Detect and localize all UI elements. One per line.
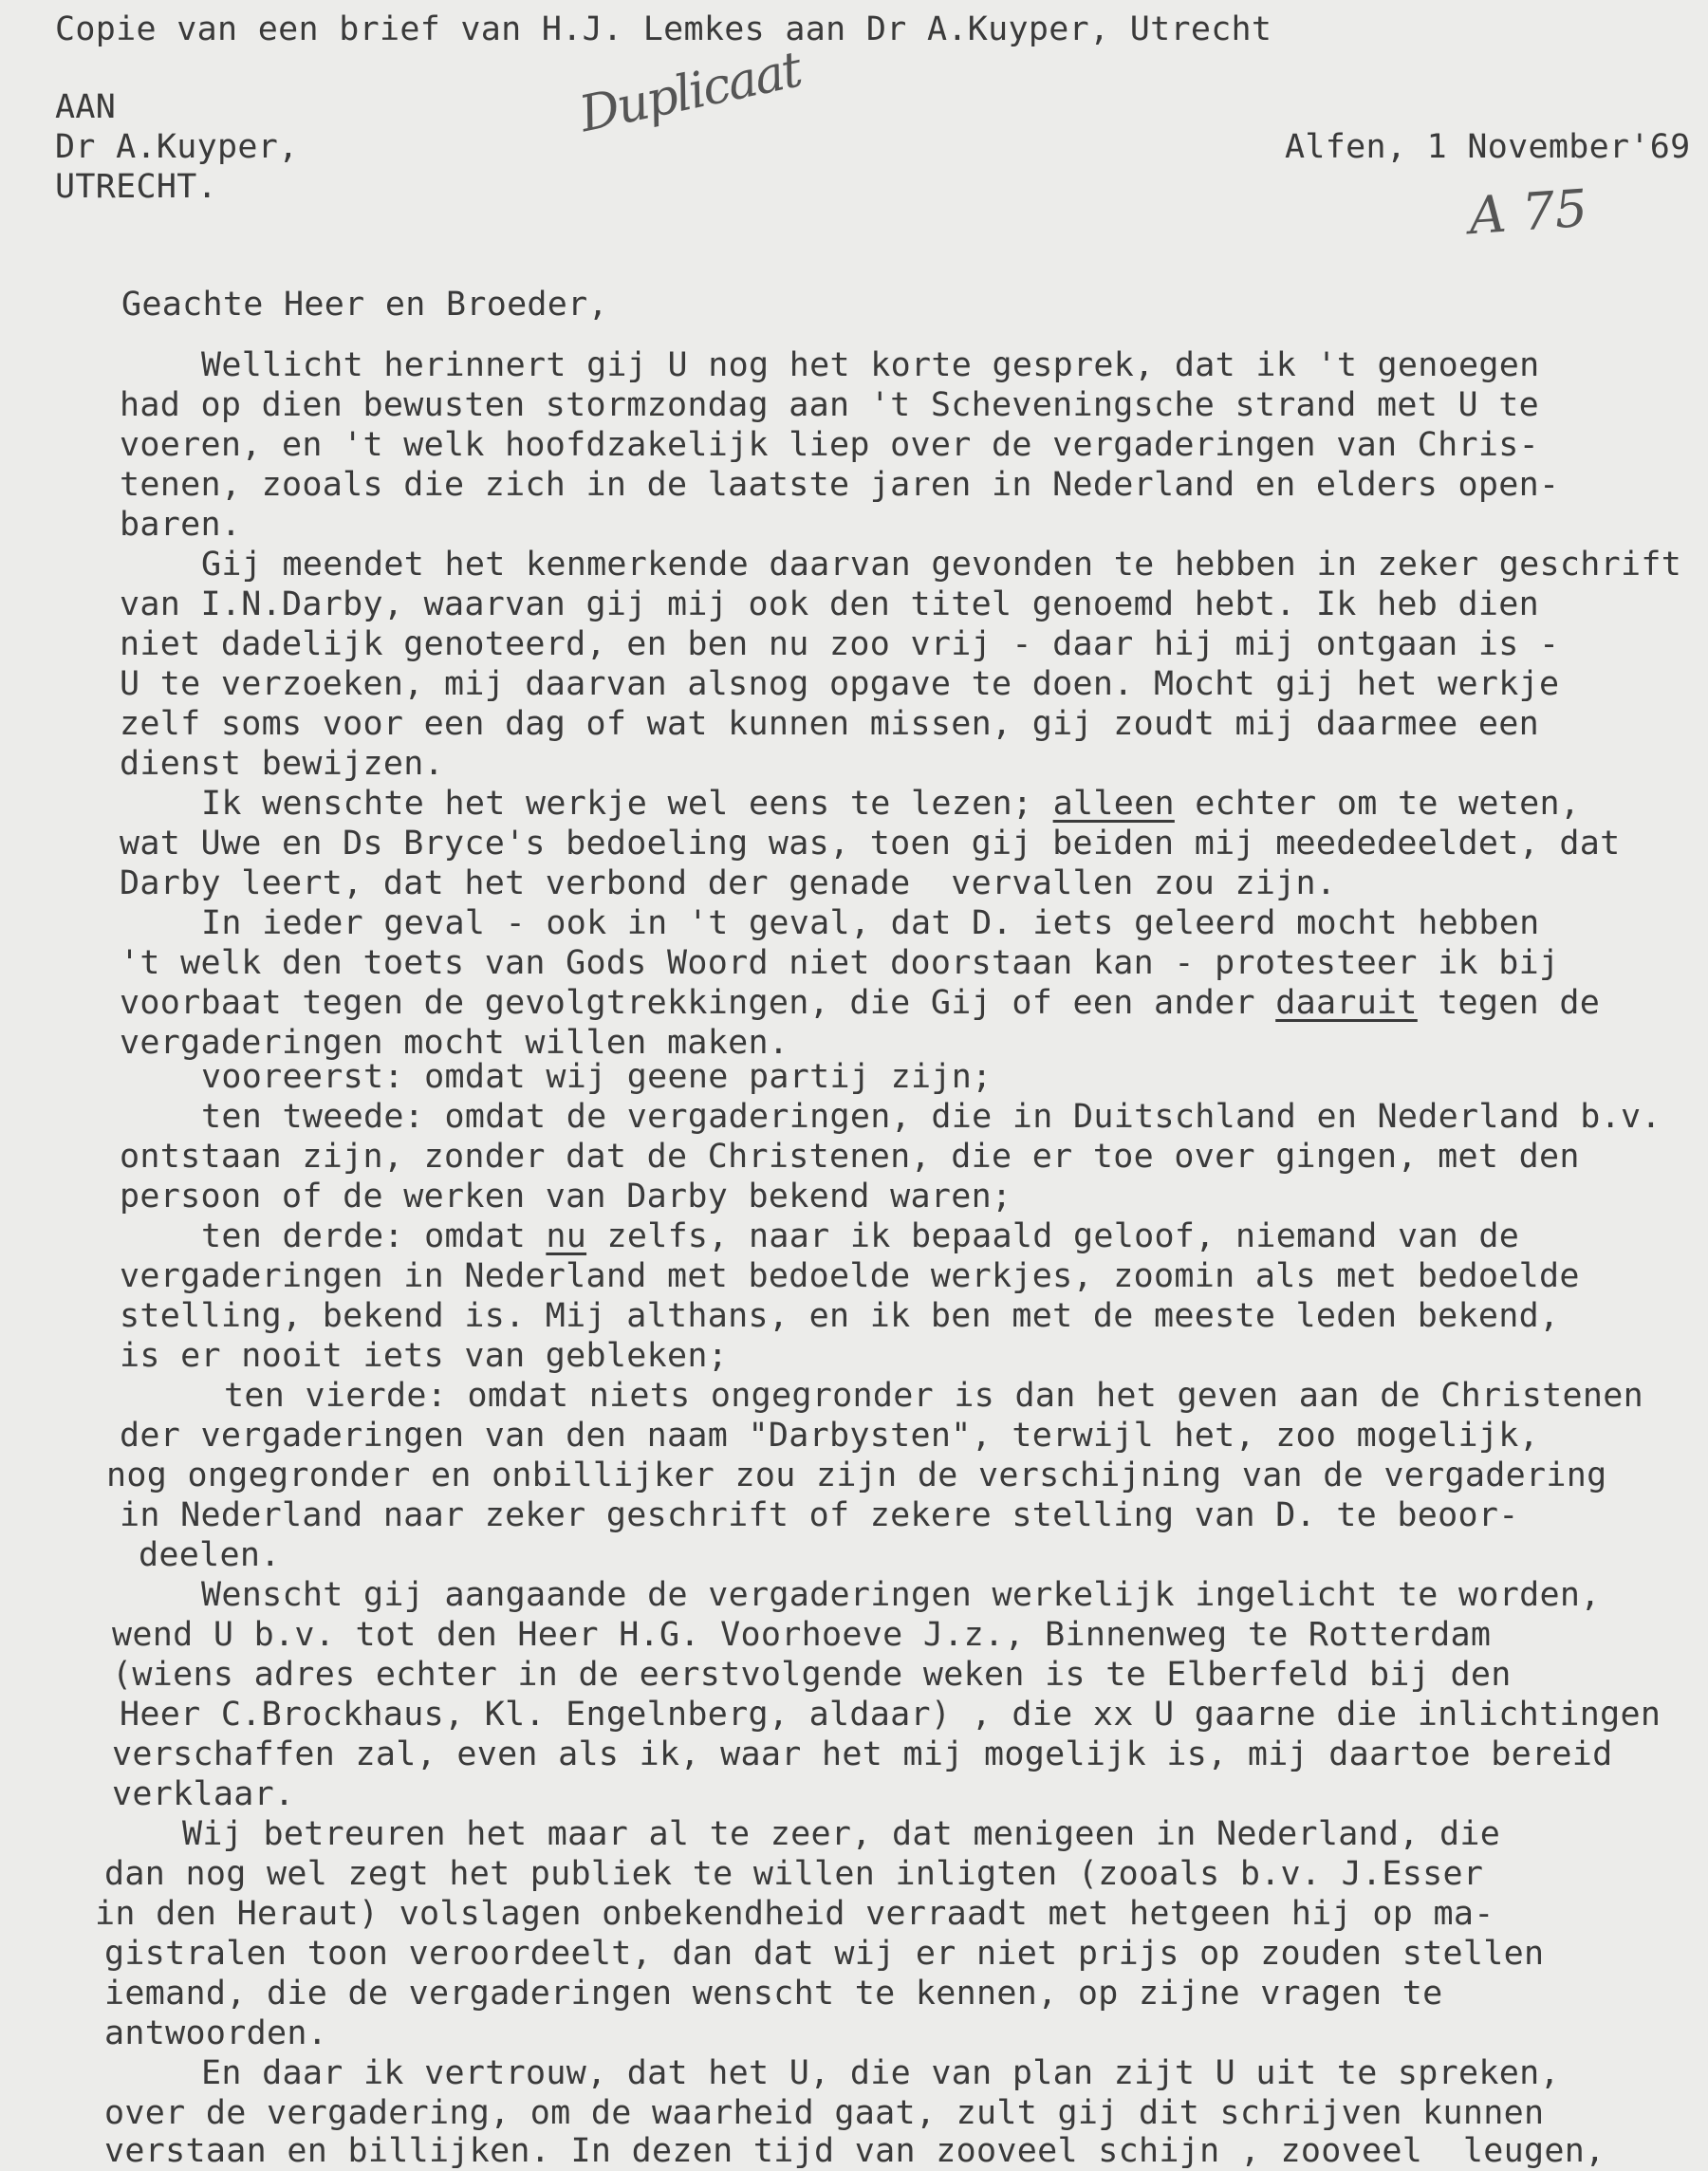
body-line: ten vierde: omdat niets ongegronder is dan het geven aan de Christenen <box>224 1377 1644 1415</box>
body-line: Ik wenschte het werkje wel eens te lezen; alleen echter om te weten, <box>201 785 1581 823</box>
body-line: over de vergadering, om de waarheid gaat, zult gij dit schrijven kunnen <box>104 2094 1545 2132</box>
body-line: tenen, zooals die zich in de laatste jaren in Nederland en elders open- <box>120 466 1560 504</box>
body-line: in Nederland naar zeker geschrift of zekere stelling van D. te beoor- <box>120 1496 1519 1534</box>
body-line: ontstaan zijn, zonder dat de Christenen, die er toe over gingen, met den <box>120 1138 1580 1176</box>
body-line: antwoorden. <box>104 2014 328 2052</box>
document-title: Copie van een brief van H.J. Lemkes aan Dr A.Kuyper, Utrecht <box>55 10 1272 48</box>
body-line: Gij meendet het kenmerkende daarvan gevonden te hebben in zeker geschrift <box>201 546 1682 584</box>
body-line: der vergaderingen van den naam "Darbysten", terwijl het, zoo mogelijk, <box>120 1417 1540 1455</box>
body-line: Darby leert, dat het verbond der genade vervallen zou zijn. <box>120 864 1337 902</box>
place-date: Alfen, 1 November'69 <box>1285 128 1691 166</box>
salutation: Geachte Heer en Broeder, <box>121 286 608 324</box>
body-line: (wiens adres echter in de eerstvolgende weken is te Elberfeld bij den <box>112 1656 1512 1694</box>
body-line: voorbaat tegen de gevolgtrekkingen, die Gij of een ander daaruit tegen de <box>120 984 1601 1022</box>
handwritten-duplicaat-note: Duplicaat <box>574 41 806 144</box>
body-line: gistralen toon veroordeelt, dan dat wij er niet prijs op zouden stellen <box>104 1935 1545 1973</box>
body-line: Wellicht herinnert gij U nog het korte gesprek, dat ik 't genoegen <box>201 346 1540 384</box>
body-line: wat Uwe en Ds Bryce's bedoeling was, toen gij beiden mij meededeeldet, dat <box>120 825 1621 863</box>
body-line: wend U b.v. tot den Heer H.G. Voorhoeve J.z., Binnenweg te Rotterdam <box>112 1616 1492 1654</box>
body-line: En daar ik vertrouw, dat het U, die van plan zijt U uit te spreken, <box>201 2054 1560 2092</box>
body-line: verklaar. <box>112 1775 295 1813</box>
addressee-line-2: Dr A.Kuyper, <box>55 128 299 166</box>
body-line: vergaderingen mocht willen maken. <box>120 1024 789 1062</box>
body-line: verschaffen zal, even als ik, waar het mij mogelijk is, mij daartoe bereid <box>112 1735 1613 1773</box>
body-line: van I.N.Darby, waarvan gij mij ook den titel genoemd hebt. Ik heb dien <box>120 585 1540 623</box>
body-line: had op dien bewusten stormzondag aan 't Scheveningsche strand met U te <box>120 386 1540 424</box>
body-line: is er nooit iets van gebleken; <box>120 1337 729 1375</box>
body-line: zelf soms voor een dag of wat kunnen missen, gij zoudt mij daarmee een <box>120 705 1540 743</box>
body-line: 't welk den toets van Gods Woord niet doorstaan kan - protesteer ik bij <box>120 944 1560 982</box>
body-line: verstaan en billijken. In dezen tijd van zooveel schijn , zooveel leugen, <box>104 2132 1606 2170</box>
body-line: niet dadelijk genoteerd, en ben nu zoo vrij - daar hij mij ontgaan is - <box>120 625 1560 663</box>
body-line: voeren, en 't welk hoofdzakelijk liep over de vergaderingen van Chris- <box>120 426 1540 464</box>
body-line: Heer C.Brockhaus, Kl. Engelnberg, aldaar) , die xx U gaarne die inlichtingen <box>120 1696 1662 1734</box>
body-line: dienst bewijzen. <box>120 745 444 783</box>
body-line: iemand, die de vergaderingen wenscht te kennen, op zijne vragen te <box>104 1975 1443 2013</box>
addressee-line-1: AAN <box>55 88 117 126</box>
body-line: dan nog wel zegt het publiek te willen inligten (zooals b.v. J.Esser <box>104 1855 1484 1893</box>
body-line: ten tweede: omdat de vergaderingen, die in Duitschland en Nederland b.v. <box>201 1098 1662 1136</box>
body-line: Wenscht gij aangaande de vergaderingen werkelijk ingelicht te worden, <box>201 1576 1601 1614</box>
body-line: stelling, bekend is. Mij althans, en ik ben met de meeste leden bekend, <box>120 1297 1560 1335</box>
body-line: In ieder geval - ook in 't geval, dat D. iets geleerd mocht hebben <box>201 904 1540 942</box>
archive-code: A 75 <box>1466 177 1589 247</box>
body-line: vergaderingen in Nederland met bedoelde werkjes, zoomin als met bedoelde <box>120 1257 1580 1295</box>
body-line: Wij betreuren het maar al te zeer, dat menigeen in Nederland, die <box>182 1815 1501 1853</box>
body-line: deelen. <box>139 1536 281 1574</box>
body-line: vooreerst: omdat wij geene partij zijn; <box>201 1058 993 1096</box>
body-line: U te verzoeken, mij daarvan alsnog opgave te doen. Mocht gij het werkje <box>120 665 1560 703</box>
body-line: in den Heraut) volslagen onbekendheid verraadt met hetgeen hij op ma- <box>95 1895 1494 1933</box>
body-line: baren. <box>120 506 242 544</box>
body-line: nog ongegronder en onbillijker zou zijn de verschijning van de vergadering <box>106 1457 1607 1494</box>
body-line: persoon of de werken van Darby bekend waren; <box>120 1178 1012 1215</box>
body-line: ten derde: omdat nu zelfs, naar ik bepaald geloof, niemand van de <box>201 1217 1520 1255</box>
addressee-line-3: UTRECHT. <box>55 168 217 206</box>
